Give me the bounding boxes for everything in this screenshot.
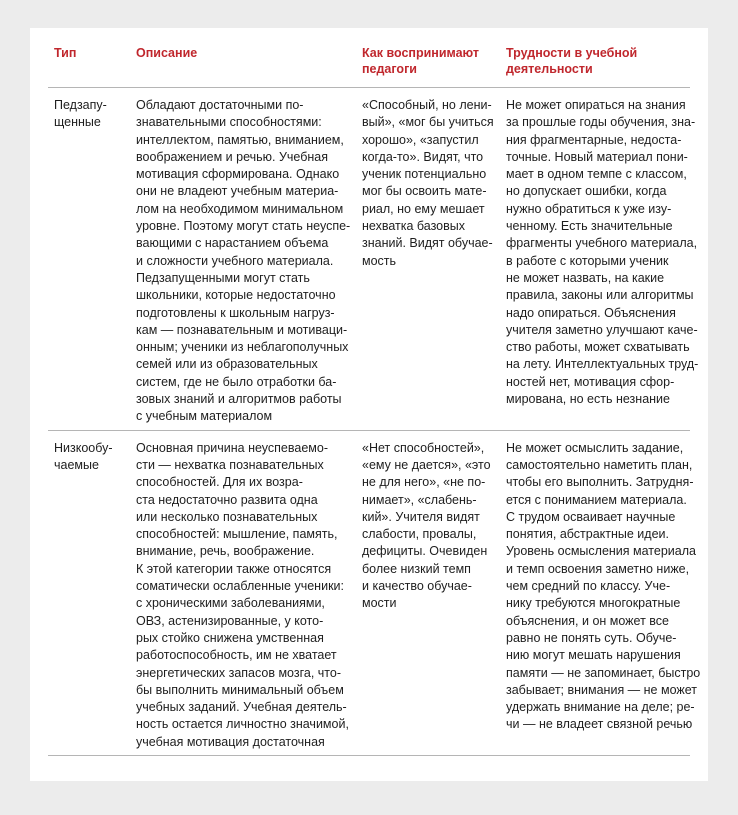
- cell-description: [130, 430, 356, 755]
- text-line: внимание, речь, воображение.: [136, 544, 315, 559]
- text-line: фрагменты учебного материала,: [506, 236, 698, 251]
- text-line: хорошо», «запустил: [362, 132, 479, 147]
- text-line: бы выполнить минимальный объем: [136, 682, 344, 697]
- text-line: и сложности учебного материала.: [136, 253, 334, 268]
- text-line: К этой категории также относятся: [136, 561, 332, 576]
- text-line: но допускает ошибки, когда: [506, 184, 667, 199]
- text-line: они не владеют учебным материа-: [136, 184, 339, 199]
- text-line: точные. Новый материал пони-: [506, 149, 688, 164]
- text-line: ния фрагментарные, недоста-: [506, 132, 682, 147]
- text-line: подготовлены к школьным нагруз-: [136, 305, 335, 320]
- text-line: соматически ослабленные ученики:: [136, 579, 344, 594]
- text-line: памяти — не запоминает, быстро: [506, 665, 701, 680]
- text-line: мог бы освоить мате-: [362, 184, 487, 199]
- text-line: более низкий темп: [362, 561, 471, 576]
- text-line: с учебным материалом: [136, 409, 273, 424]
- header-line: деятельности: [506, 61, 593, 76]
- header-difficulties: [500, 42, 690, 88]
- text-line: не может назвать, на какие: [506, 270, 665, 285]
- cell-teachers: [356, 88, 500, 431]
- text-line: чем средний по классу. Уче-: [506, 579, 671, 594]
- header-line: педагоги: [362, 61, 417, 76]
- header-description: [130, 42, 356, 88]
- header-line: Описание: [136, 46, 198, 60]
- text-line: надо опираться. Объяснения: [506, 305, 676, 320]
- text-line: ста недостаточно развита одна: [136, 492, 318, 507]
- header-line: Трудности в учебной: [506, 46, 638, 60]
- cell-teachers: [356, 430, 500, 755]
- cell-type: [48, 88, 130, 431]
- text-line: «ему не дается», «это: [362, 457, 491, 472]
- cell-description: [130, 88, 356, 431]
- text-line: Не может опираться на знания: [506, 98, 686, 112]
- text-line: интеллектом, памятью, вниманием,: [136, 132, 344, 147]
- text-line: ностей нет, мотивация сфор-: [506, 374, 675, 389]
- text-line: знаний. Видят обучае-: [362, 236, 493, 251]
- text-line: нимает», «слабень-: [362, 492, 477, 507]
- text-line: Уровень осмысления материала: [506, 544, 696, 559]
- text-line: вающими с нарастанием объема: [136, 236, 329, 251]
- text-line: учебная мотивация достаточная: [136, 734, 325, 749]
- text-line: воображением и речью. Учебная: [136, 149, 329, 164]
- text-line: нику требуются многократные: [506, 596, 681, 611]
- text-line: мотивация сформирована. Однако: [136, 167, 340, 182]
- text-line: систем, где не было отработки ба-: [136, 374, 337, 389]
- text-line: ность остается личностно значимой,: [136, 717, 349, 732]
- text-line: нужно обратиться к уже изу-: [506, 201, 672, 216]
- text-line: школьники, которые недостаточно: [136, 288, 336, 303]
- table-row: [48, 88, 690, 431]
- text-line: знавательными способностями:: [136, 115, 322, 130]
- text-line: когда-то». Видят, что: [362, 149, 484, 164]
- header-line: Тип: [54, 46, 77, 60]
- text-line: Основная причина неуспеваемо-: [136, 440, 328, 455]
- text-line: кам — познавательным и мотиваци-: [136, 322, 348, 337]
- text-line: чтобы его выполнить. Затрудня-: [506, 475, 694, 490]
- text-line: с хроническими заболеваниями,: [136, 596, 325, 611]
- text-line: способностей: мышление, память,: [136, 527, 338, 542]
- text-line: дефициты. Очевиден: [362, 544, 488, 559]
- text-line: не для него», «не по-: [362, 475, 486, 490]
- text-line: понятия, абстрактные идеи.: [506, 527, 669, 542]
- text-line: в работе с которыми ученик: [506, 253, 669, 268]
- text-line: за прошлые годы обучения, зна-: [506, 115, 696, 130]
- text-line: зовых знаний и алгоритмов работы: [136, 392, 342, 407]
- student-types-table: [48, 42, 701, 756]
- header-teachers: [356, 42, 500, 88]
- text-line: Обладают достаточными по-: [136, 98, 304, 112]
- text-line: способностей. Для их возра-: [136, 475, 303, 490]
- text-line: ученик потенциально: [362, 167, 487, 182]
- header-type: [48, 42, 130, 88]
- text-line: удержать внимание на деле; ре-: [506, 700, 695, 715]
- text-line: на лету. Интеллектуальных труд-: [506, 357, 699, 372]
- text-line: объяснения, и он может все: [506, 613, 669, 628]
- text-line: мирована, но есть незнание: [506, 392, 670, 407]
- text-line: правила, законы или алгоритмы: [506, 288, 694, 303]
- text-line: учебных заданий. Учебная деятель-: [136, 700, 347, 715]
- text-line: забывает; внимания — не может: [506, 682, 698, 697]
- text-line: работоспособность, им не хватает: [136, 648, 337, 663]
- text-line: «Нет способностей»,: [362, 440, 485, 455]
- text-line: ченному. Есть значительные: [506, 219, 673, 234]
- header-line: Как воспринимают: [362, 46, 480, 60]
- text-line: энергетических запасов мозга, что-: [136, 665, 341, 680]
- text-line: С трудом осваивает научные: [506, 509, 676, 524]
- text-line: чаемые: [54, 457, 99, 472]
- text-line: онным; ученики из неблагополучных: [136, 340, 349, 355]
- text-line: мости: [362, 596, 397, 611]
- text-line: ОВЗ, астенизированные, у кото-: [136, 613, 324, 628]
- text-line: семей или из образовательных: [136, 357, 318, 372]
- text-line: кий». Учителя видят: [362, 509, 480, 524]
- text-line: мает в одном темпе с классом,: [506, 167, 687, 182]
- text-line: нехватка базовых: [362, 219, 466, 234]
- text-line: уровне. Поэтому могут стать неуспе-: [136, 219, 351, 234]
- text-line: нию могут мешать нарушения: [506, 648, 681, 663]
- text-line: «Способный, но лени-: [362, 98, 492, 112]
- text-line: и темп освоения заметно ниже,: [506, 561, 690, 576]
- cell-difficulties: [500, 430, 701, 755]
- text-line: Не может осмыслить задание,: [506, 440, 684, 455]
- text-line: Низкообу-: [54, 440, 113, 455]
- text-line: учителя заметно улучшают каче-: [506, 322, 698, 337]
- text-line: вый», «мог бы учиться: [362, 115, 494, 130]
- text-line: сти — нехватка познавательных: [136, 457, 324, 472]
- text-line: и качество обучае-: [362, 579, 472, 594]
- text-line: ется с пониманием материала.: [506, 492, 687, 507]
- text-line: равно не понять суть. Обуче-: [506, 630, 677, 645]
- table-row: [48, 430, 690, 755]
- text-line: рых стойко снижена умственная: [136, 630, 324, 645]
- document-page: [30, 28, 708, 781]
- text-line: лом на необходимом минимальном: [136, 201, 344, 216]
- text-line: чи — не владеет связной речью: [506, 717, 693, 732]
- text-line: Педзапу-: [54, 98, 107, 112]
- cell-difficulties: [500, 88, 699, 431]
- text-line: или несколько познавательных: [136, 509, 318, 524]
- text-line: щенные: [54, 115, 101, 130]
- text-line: риал, но ему мешает: [362, 201, 485, 216]
- text-line: ство работы, может схватывать: [506, 340, 690, 355]
- text-line: Педзапущенными могут стать: [136, 270, 310, 285]
- text-line: слабости, провалы,: [362, 527, 477, 542]
- text-line: мость: [362, 253, 397, 268]
- text-line: самостоятельно наметить план,: [506, 457, 693, 472]
- table-header-row: [48, 42, 690, 88]
- cell-type: [48, 430, 130, 755]
